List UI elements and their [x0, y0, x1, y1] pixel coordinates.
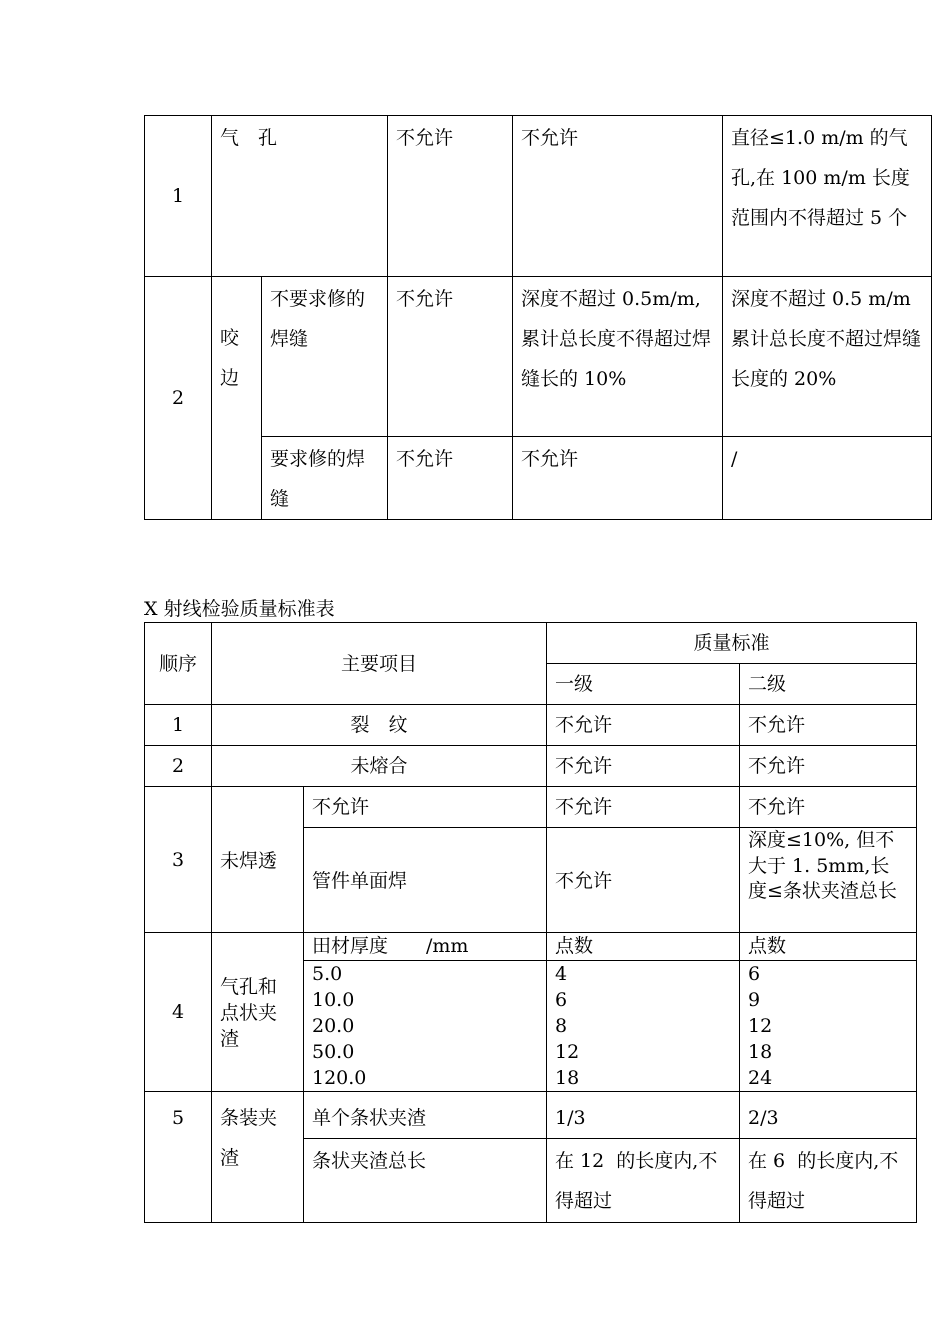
- list-item: 12: [748, 1015, 773, 1037]
- xray-quality-table: [144, 622, 917, 1223]
- list-item: 24: [748, 1067, 773, 1089]
- grade2-cell: 2/3: [740, 1092, 917, 1139]
- seq-text: 5: [171, 1107, 185, 1129]
- item-cell: 裂 纹: [212, 705, 547, 746]
- item-cell: 气 孔: [212, 116, 388, 277]
- list-item: 12: [555, 1041, 580, 1063]
- item-cell: 未熔合: [212, 746, 547, 787]
- grade1-cell: 在 12 的长度内,不得超过: [547, 1139, 740, 1223]
- grade2-cell: 不允许: [740, 787, 917, 828]
- sub-item-cell: 管件单面焊: [304, 828, 547, 933]
- list-item: 4: [555, 963, 568, 985]
- header-quality: 质量标准: [547, 623, 917, 664]
- table-caption: X 射线检验质量标准表: [144, 598, 335, 620]
- grade2-cell: 不允许: [740, 746, 917, 787]
- table-row: [145, 1092, 917, 1139]
- list-item: 18: [555, 1067, 580, 1089]
- item-cell: 咬边: [212, 277, 262, 520]
- item-cell: 条装夹渣: [212, 1092, 304, 1223]
- seq-cell: 2: [145, 277, 212, 520]
- grade1-cell: 1/3: [547, 1092, 740, 1139]
- value-cell: 不允许: [513, 116, 723, 277]
- grade2-cell: 在 6 的长度内,不得超过: [740, 1139, 917, 1223]
- value-cell: 直径≤1.0 m/m 的气孔,在 100 m/m 长度范围内不得超过 5 个: [723, 116, 932, 277]
- seq-cell: 3: [145, 787, 212, 933]
- list-item: 6: [748, 963, 761, 985]
- thickness-header: 田材厚度 /mm: [304, 933, 547, 961]
- list-item: 9: [748, 989, 761, 1011]
- table-row: [145, 933, 917, 961]
- table-row: [145, 746, 917, 787]
- thickness-list: [304, 961, 547, 1092]
- sub-item-cell: 不要求修的焊缝: [262, 277, 388, 437]
- grade1-list: [547, 961, 740, 1092]
- header-seq: 顺序: [145, 623, 212, 705]
- grade2-header: 点数: [740, 933, 917, 961]
- value-cell: 不允许: [513, 437, 723, 520]
- grade2-cell: 不允许: [740, 705, 917, 746]
- grade1-cell: 不允许: [547, 746, 740, 787]
- header-item: 主要项目: [212, 623, 547, 705]
- table-row: [145, 437, 932, 520]
- grade2-list: [740, 961, 917, 1092]
- seq-cell: 1: [145, 116, 212, 277]
- header-grade2: 二级: [740, 664, 917, 705]
- list-item: 120.0: [312, 1067, 367, 1089]
- grade1-cell: 不允许: [547, 705, 740, 746]
- seq-cell: 1: [145, 705, 212, 746]
- sub-item-cell: 条状夹渣总长: [304, 1139, 547, 1223]
- grade1-header: 点数: [547, 933, 740, 961]
- list-item: 10.0: [312, 989, 355, 1011]
- list-item: 50.0: [312, 1041, 355, 1063]
- list-item: 8: [555, 1015, 568, 1037]
- item-cell: 未焊透: [212, 787, 304, 933]
- value-cell: 不允许: [388, 116, 513, 277]
- sub-item-cell: 不允许: [304, 787, 547, 828]
- sub-item-cell: 单个条状夹渣: [304, 1092, 547, 1139]
- list-item: 5.0: [312, 963, 343, 985]
- value-cell: /: [723, 437, 932, 520]
- seq-cell: 4: [145, 933, 212, 1092]
- table-row: [145, 116, 932, 277]
- seq-cell: 2: [145, 746, 212, 787]
- header-row: [145, 623, 917, 664]
- table-row: [145, 787, 917, 828]
- value-cell: 深度不超过 0.5 m/m 累计总长度不超过焊缝长度的 20%: [723, 277, 932, 437]
- list-item: 18: [748, 1041, 773, 1063]
- header-grade1: 一级: [547, 664, 740, 705]
- weld-defect-table: [144, 115, 932, 520]
- table-row: [145, 705, 917, 746]
- value-cell: 深度不超过 0.5m/m,累计总长度不得超过焊缝长的 10%: [513, 277, 723, 437]
- seq-cell: [145, 1092, 212, 1223]
- sub-item-cell: 要求修的焊缝: [262, 437, 388, 520]
- item-cell: 气孔和点状夹渣: [212, 933, 304, 1092]
- value-cell: 不允许: [388, 277, 513, 437]
- list-item: 6: [555, 989, 568, 1011]
- table-row: [145, 277, 932, 437]
- value-cell: 不允许: [388, 437, 513, 520]
- list-item: 20.0: [312, 1015, 355, 1037]
- grade1-cell: 不允许: [547, 828, 740, 933]
- grade2-cell: 深度≤10%, 但不大于 1. 5mm,长度≤条状夹渣总长: [740, 828, 917, 933]
- grade1-cell: 不允许: [547, 787, 740, 828]
